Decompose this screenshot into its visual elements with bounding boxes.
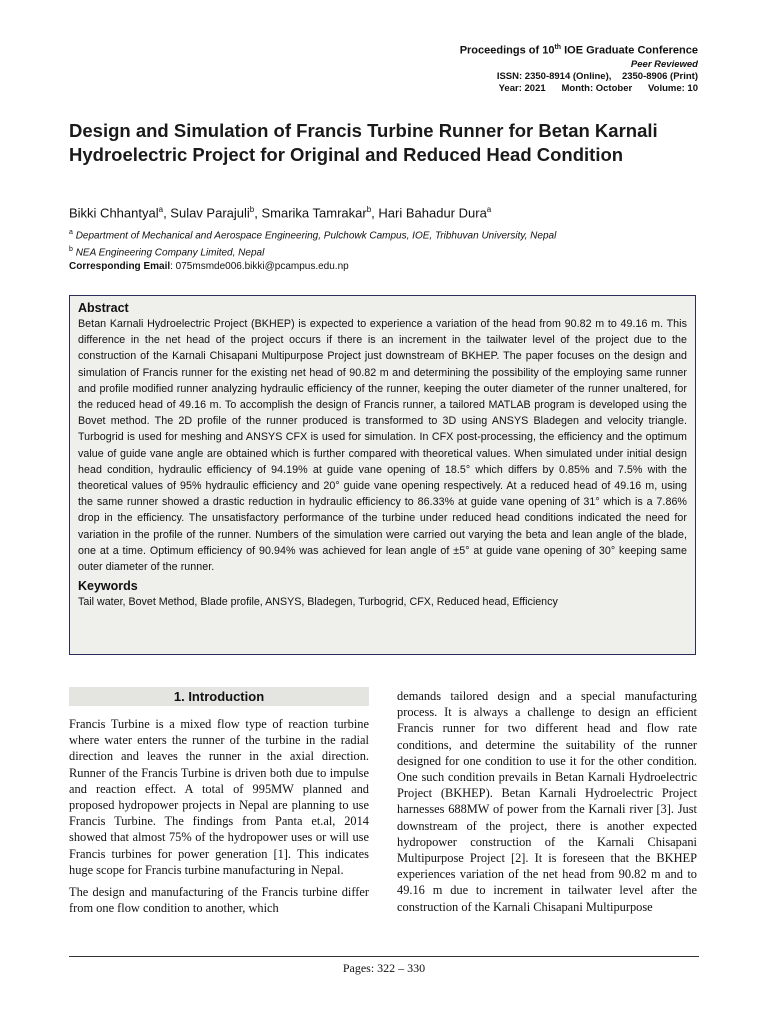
author-list: Bikki Chhantyal$^a$, Sulav Parajuli$^b$, Smarika Tamrakar$^b$, Hari Bahadur Dura$^a$ — [69, 205, 492, 221]
abstract-text: Betan Karnali Hydroelectric Project (BKHEP) is expected to experience a variation of the head from 90.82 m to 49.16 m. This difference in the net head of the project occurs if there is an increment in the tailwater level of the project due to the construction of the Karnali Chisapani Multipurpose Project just downstream of BKHEP. The paper focuses on the design and simulation of Francis runner for the existing net head of 90.82 m and determining the possibility of the employing same runner and profile modified runner analyzing hydraulic efficiency of the runner, keeping the outer diameter of the runner unaltered, for the reduced head of 49.16 m. To accomplish the design of Francis runner, a tailored MATLAB program is developed using the Bovet method. The 2D profile of the runner produced is transformed to 3D using ANSYS Bladegen and velocity triangle. Turbogrid is used for meshing and ANSYS CFX is used for simulation. In CFX post-processing, the efficiency and the optimum value of guide vane angle are obtained which is further compared with theoretical values. When simulated under initial design head condition, hydraulic efficiency of 94.19% at guide vane opening of 18.5° which differs by 0.85% and 7.5% with the theoretical values of 95% hydraulic efficiency and 20° guide vane opening respectively. At a reduced head of 49.16 m, using the same runner showed a drastic reduction in hydraulic efficiency to 86.33% at guide vane opening of 31° which is a 7.86% drop in the efficiency. The unsatisfactory performance of the turbine under reduced head conditions indicated the need for variation in the profile of the runner. Numbers of the simulation were carried out varying the beta and lean angle of the blade, one at a time. Optimum efficiency of 90.94% was achieved for lean angle of ±5° at guide vane opening of 30° keeping same outer diameter of the runner. — [78, 318, 687, 574]
author-affiliation-mark: b — [249, 205, 255, 214]
left-column — [69, 687, 369, 916]
author-name: Smarika Tamrakar — [261, 205, 367, 221]
abstract-heading: Abstract — [78, 301, 129, 315]
author-affiliation-mark: a — [486, 205, 492, 214]
right-column — [397, 688, 697, 915]
abstract-box — [69, 295, 696, 655]
paper-title: Design and Simulation of Francis Turbine Runner for Betan Karnali Hydroelectric Project for Original and Reduced Head Condition — [69, 120, 658, 165]
affiliation-b: $^b$ NEA Engineering Company Limited, Nepal — [69, 245, 265, 259]
journal-header — [460, 40, 698, 95]
page-range: Pages: 322 – 330 — [342, 961, 426, 975]
peer-reviewed-label: Peer Reviewed — [630, 58, 698, 70]
author-name: Hari Bahadur Dura — [378, 205, 487, 221]
keywords-text: Tail water, Bovet Method, Blade profile, ANSYS, Bladegen, Turbogrid, CFX, Reduced head, Efficiency — [78, 596, 558, 609]
body-paragraph: The design and manufacturing of the Francis turbine differ from one flow condition to another, which — [69, 885, 369, 916]
conference-name: Proceedings of 10th IOE Graduate Conference — [459, 44, 698, 57]
affiliations — [69, 226, 556, 273]
body-paragraph: Francis Turbine is a mixed flow type of reaction turbine where water enters the runner of the turbine in the radial direction and leaves the runner in the axial direction. Runner of the Francis Turbine is driven both due to impulse and reaction effect. A total of 995MW planned and proposed hydropower projects in Nepal are planning to use Francis Turbine. The findings from Panta et.al, 2014 showed that almost 75% of the hydropower uses or will use Francis turbines for power generation [1]. This indicates huge scope for Francis turbine manufacturing in Nepal. — [69, 717, 369, 877]
corresponding-email: Corresponding Email: 075msmde006.bikki@pcampus.edu.np — [69, 260, 349, 272]
author-name: Bikki Chhantyal — [69, 205, 159, 221]
author-affiliation-mark: a — [158, 205, 164, 214]
body-paragraph: demands tailored design and a special manufacturing process. It is always a challenge to design an efficient Francis runner for two different head and flow rate conditions, and determine the suitability of the runner designed for one condition to use it for the other condition. One such condition prevails in Betan Karnali Hydroelectric Project (BKHEP). Betan Karnali Hydroelectric Project harnesses 688MW of power from the Karnali river [3]. Just downstream of the project, there is another expected hydropower construction of the Karnali Chisapani Multipurpose Project [2]. It is foreseen that the BKHEP experiences variation of the net head from 90.82 m and to 49.16 m due to increment in tailwater level after the construction of the Karnali Chisapani Multipurpose — [397, 689, 697, 914]
publication-meta: Year: 2021 Month: October Volume: 10 — [498, 82, 698, 94]
email-link[interactable]: : 075msmde006.bikki@pcampus.edu.np — [170, 260, 349, 272]
keywords-heading: Keywords — [78, 579, 138, 594]
footer-divider — [69, 956, 699, 957]
issn-line: ISSN: 2350-8914 (Online), 2350-8906 (Print) — [496, 70, 698, 82]
author-affiliation-mark: b — [366, 205, 372, 214]
section-heading-introduction: 1. Introduction — [69, 687, 369, 706]
author-name: Sulav Parajuli — [170, 205, 250, 221]
affiliation-a: $^a$ Department of Mechanical and Aerospace Engineering, Pulchowk Campus, IOE, Tribhuvan University, Nepal — [69, 229, 557, 242]
